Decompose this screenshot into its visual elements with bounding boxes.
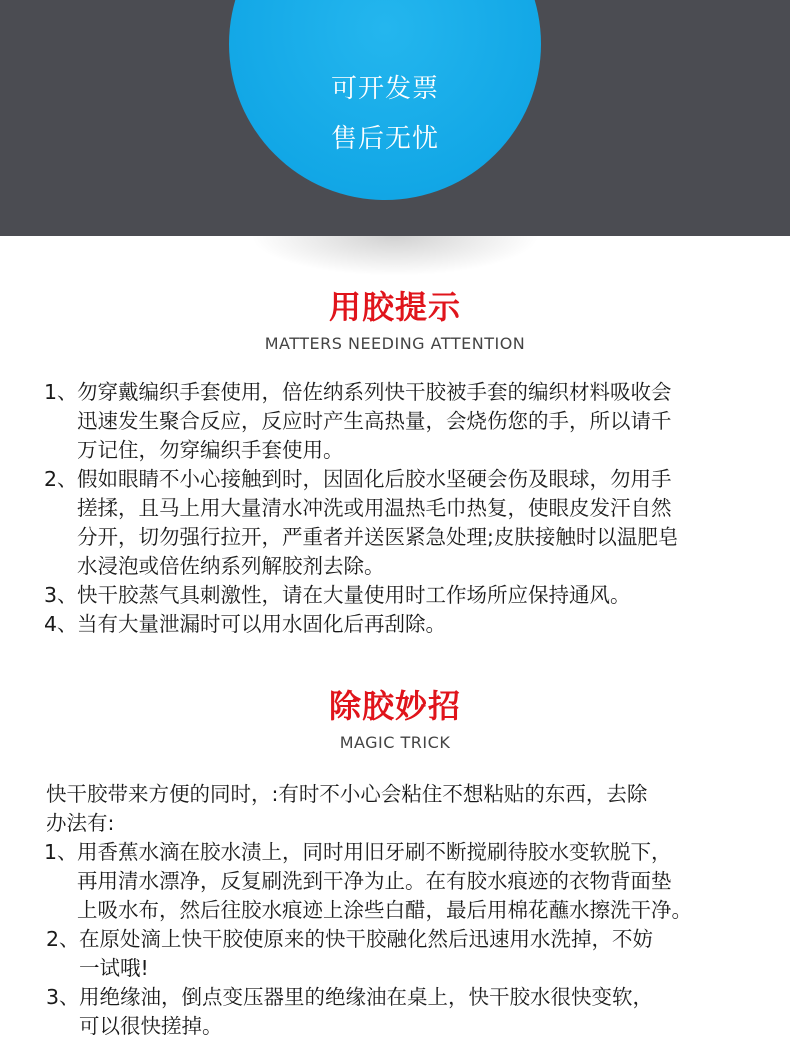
promo-banner <box>0 0 790 236</box>
item-number: 2、 <box>44 467 78 491</box>
item-line: 再用清水漂净，反复刷洗到干净为止。在有胶水痕迹的衣物背面垫 <box>77 869 672 893</box>
item-line: 搓揉，且马上用大量清水冲洗或用温热毛巾热复，使眼皮发汗自然 <box>77 496 672 520</box>
section2-subtitle: MAGIC TRICK <box>339 733 451 752</box>
item-line: 上吸水布，然后往胶水痕迹上涂些白醋，最后用棉花蘸水擦洗干净。 <box>77 898 692 922</box>
intro-paragraph <box>46 780 647 838</box>
after-sales-text: 售后无忧 <box>330 124 439 154</box>
item-line: 可以很快搓掉。 <box>79 1014 223 1038</box>
item-line: 在原处滴上快干胶使原来的快干胶融化然后迅速用水洗掉，不妨 <box>79 927 653 951</box>
item-number: 3、 <box>46 985 80 1009</box>
section2-title: 除胶妙招 <box>328 687 461 725</box>
intro-line: 快干胶带来方便的同时，:有时不小心会粘住不想粘贴的东西，去除 <box>46 782 648 806</box>
item-line: 分开，切勿强行拉开，严重者并送医紧急处理;皮肤接触时以温肥皂 <box>77 525 679 549</box>
item-line: 万记住，勿穿编织手套使用。 <box>77 438 344 462</box>
item-number: 1、 <box>44 380 78 404</box>
item-line: 当有大量泄漏时可以用水固化后再刮除。 <box>77 612 446 636</box>
item-line: 用香蕉水滴在胶水渍上，同时用旧牙刷不断搅刷待胶水变软脱下， <box>77 840 672 864</box>
item-number: 4、 <box>44 612 78 636</box>
section1-subtitle: MATTERS NEEDING ATTENTION <box>264 334 526 353</box>
circle-shadow <box>250 236 540 276</box>
section1-title: 用胶提示 <box>328 288 461 326</box>
promo-circle <box>229 0 541 200</box>
item-line: 勿穿戴编织手套使用，倍佐纳系列快干胶被手套的编织材料吸收会 <box>77 380 672 404</box>
item-number: 2、 <box>46 927 80 951</box>
item-line: 快干胶蒸气具刺激性，请在大量使用时工作场所应保持通风。 <box>77 583 631 607</box>
item-number: 3、 <box>44 583 78 607</box>
item-number: 1、 <box>44 840 78 864</box>
item-line: 假如眼睛不小心接触到时，因固化后胶水坚硬会伤及眼球，勿用手 <box>77 467 672 491</box>
item-line: 迅速发生聚合反应，反应时产生高热量，会烧伤您的手，所以请千 <box>77 409 672 433</box>
item-line: 水浸泡或倍佐纳系列解胶剂去除。 <box>77 554 385 578</box>
invoice-text: 可开发票 <box>330 74 439 104</box>
intro-line: 办法有: <box>46 811 115 835</box>
item-line: 一试哦! <box>79 956 149 980</box>
item-line: 用绝缘油，倒点变压器里的绝缘油在桌上，快干胶水很快变软， <box>79 985 653 1009</box>
